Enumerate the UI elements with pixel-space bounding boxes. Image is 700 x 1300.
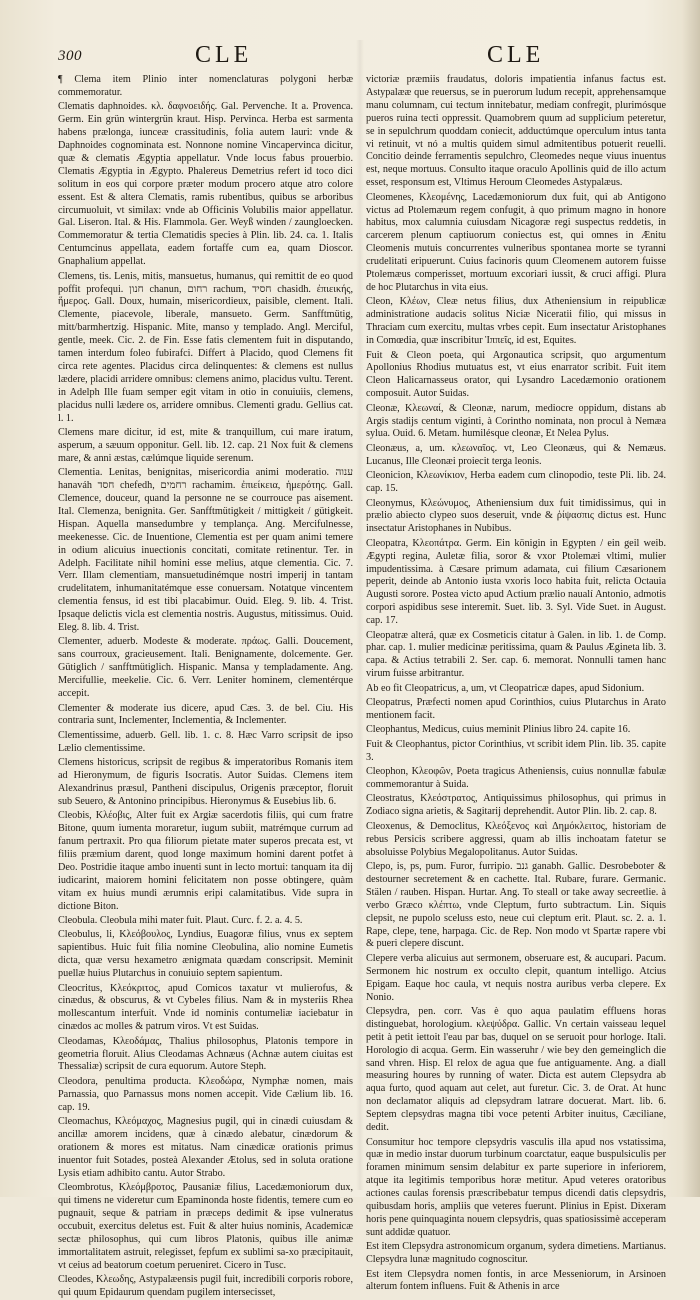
dictionary-entry: Cleodora, penultima producta. Κλεοδώρα, Nymphæ nomen, mais Parnassia, quo Parnassus mons nomen accepit. Vide Cælium lib. 16. cap. 19.: [58, 1075, 353, 1113]
page-header: [0, 42, 700, 74]
dictionary-entry: Clemens historicus, scripsit de regibus & imperatoribus Romanis item ad Hieronymum, de figuris Isocratis. Autor Suidas. Clemens item Alexandrinus præsul, Pantheni discipulus, Origenis præceptor, floruit sub Seuero, & Antonino principibus. Hieronymus & Eusebius lib. 6.: [58, 757, 353, 807]
dictionary-entry: Cleostratus, Κλεόστρατος, Antiquissimus philosophus, qui primus in Zodiaco signa arietis, & Sagitarij deprehendit. Autor Plin. lib. 2. cap. 8.: [366, 793, 666, 818]
dictionary-entry: Cleodes, Κλεωδης, Astypalæensis pugil fuit, incredibili corporis robore, qui quum Epidaurum quendam pugilem intersecisset,: [58, 1273, 353, 1298]
left-column: [58, 74, 353, 1298]
dictionary-entry: Clepere verba alicuius aut sermonem, obseruare est, & aucupari. Pacum. Sermonem hic nostrum ex occulto clepit, quantum intelligo. Atcius Epigam. Eaque hoc caula, vt nequis nostra auribus verba clepere. Ex Nonio.: [366, 952, 666, 1003]
dictionary-entry: Cleobulus, li, Κλεόβουλος, Lyndius, Euagoræ filius, vnus ex septem sapientibus. Huic fuit filia nomine Cleobulina, alio nomine Eumetis dicta, quæ versu hexametro ænigmata quædam conscripsit. Meminit puellæ huius Plutarchus in conuiuio septem sapientum.: [58, 929, 353, 980]
dictionary-entry: Clemens mare dicitur, id est, mite & tranquillum, cui mare iratum, asperum, a sæuum opponitur. Gell. lib. 12. cap. 21 Nox fuit & clemens mare, & anni æstas, cælúmque liquide serenum.: [58, 426, 353, 464]
dictionary-entry: Cleoxenus, & Democlitus, Κλεόξενος καὶ Δημόκλειτος, historiam de rebus Persicis scribere aggressi, quam ab illis inchoatam fatetur se absoluisse Polybius Megalopolitanus. Autor Suidas.: [366, 820, 666, 858]
dictionary-entry: Est item Clepsydra astronomicum organum, sydera dimetiens. Martianus. Clepsydra lunæ magnitudo cognoscitur.: [366, 1241, 666, 1266]
dictionary-entry: Fuit & Cleophantus, pictor Corinthius, vt scribit idem Plin. lib. 35. capite 3.: [366, 738, 666, 763]
dictionary-entry: Est item Clepsydra nomen fontis, in arce Messeniorum, in Arsinoen alterum fontem influens. Fuit & Athenis in arce: [366, 1268, 666, 1293]
dictionary-entry: Clematis daphnoides. κλ. δαφνοειδής. Gal. Pervenche. It a. Provenca. Germ. Ein grün wintergrün kraut. Hisp. Pervinca. Herba est sarmenta habens prælonga, iunceæ crassitudinis, folia autem lauri: vnde & Daphnoides cognominata est. Nonnone nomine Vincapervinca dicitur, quæ & clematis Ægyptia appellatur. Vnde locus fabus prouerbio. Clematis Ægyptia in Ægypto. Phalereus Demetrius refert id toco dici solitum in eos qui corpore præter modum procero atque atro colore essent. Est & altera Clematis, ramis rubentibus, quibus se arboribus circumuoluit, vt similax: vnde ab Officinis Volubilis maior appellatur. Gal. Liseron. Ital. & His. Flammola. Ger. Weyß winden / zaungloecken. Commemoratur & tertia Clematidis species à Plin. lib. 24. ca. 1. Italis Centumcinus appellata, eadem fortaffe cum ea, quam Dioscor. Gnaphalium appellat.: [58, 101, 353, 268]
dictionary-entry: ¶ Clema item Plinio inter nomenclaturas polygoni herbæ commemoratur.: [58, 74, 353, 98]
dictionary-entry: Cleopatræ alterá, quæ ex Cosmeticis citatur à Galen. in lib. 1. de Comp. phar. cap. 1. mulier medicinæ peritissima, quam & Paulus Ægineta lib. 3. capa. & Actius tetrabili 2. Ser. cap. 6. memorat. Nonnulli tamen hanc virum fuisse arbitrantur.: [366, 629, 666, 680]
page-edge-shadow: [682, 0, 700, 1197]
dictionary-entry: Cleopatra, Κλεοπάτρα. Germ. Ein königin in Egypten / ein geil weib. Ægypti regina, Auletæ filia, soror & vxor Ptolemæi vltimi, mulier impudentissima. à Cæsare primum adamata, cui filium Cæsarionem peperit, deinde ab Antonio iusta vxoris loco habita fuit, relicta Octauia Augusti sorore. Postea victo apud Actium prælio naualí Antonio, admotis corpori aspidibus sese interemit. Suet. lib. 3. Syl. Vide Suet. in August. cap. 17.: [366, 537, 666, 627]
dictionary-entry: Cleobis, Κλέοβις, Alter fuit ex Argiæ sacerdotis filiis, qui cum fratre Bitone, quum iumenta moraretur, iugum subiit, matrémque currum ad fanum pertraxit. Pro qua filiorum pietate mater superos precata est, vt filiis præmium darent, quod longe maximum homini darent potfet à Deo. Postridie itaque ambo inuenti sunt in lecto mortui: tanquam ita dij iudicarint, maiorem homini felicitatem non posse obtingere, quàm vitam ex huius mundi ærumnis eripi calamitatibus. Vide supra in dictione Biton.: [58, 810, 353, 912]
dictionary-entry: Cleocritus, Κλεόκριτος, apud Comicos taxatur vt mulierofus, & cinædus, & obscurus, & vt Cybeles filius. Nam & in mysteriis Rhea mollescantum interfuit. Vnde id nominis contumeliæ iaciebatur in cinædos ac molles & patrum viros. Vt est Suidas.: [58, 982, 353, 1033]
dictionary-entry: Clepo, is, ps, pum. Furor, furripio. גנב ganabh. Gallic. Desrobeboter & destourner secretement & en cachette. Ital. Rubare, furare. Germanic. Stälen / rauben. Hispan. Hurtar. Ang. To steall or take away secreetlie. à verbo Græco κλέπτω, vnde Cleptum, furto subtractum. Lin. Siquis clepsit, ne pupolo sceluss esto, neue cui cleptum erit. Plaut. sc. 2. a. 1. Rape, clepe, tene, harpaga. Cic. de Rep. Non modo vt Spartæ rapere vbi & pueri clepere discunt.: [366, 860, 666, 950]
column-gutter: [356, 40, 364, 1190]
dictionary-entry: Consumitur hoc tempore clepsydris vasculis illa apud nos vstatissima, quæ in medio instar duorum turbinum coarctatur, eaque buspulsiculis per foramen minimum sensim delabitur ex parte superiore in inferiorem, atque ita legitimis temporibus horæ metitur. Apud veteres oratoribus actiones caulas forensis præscribebatur tempus dicendi datis clepsydris, quibusdam horis, ampliis que veteres fuerunt. Plinius in Epist. Dixeram horis pene quinquaginta nouem clepsydris, quas spatiosissimè acceperam sunt addidæ quatuor.: [366, 1136, 666, 1238]
dictionary-entry: Cleopatrus, Præfecti nomen apud Corinthios, cuius Plutarchus in Arato mentionem facit.: [366, 697, 666, 721]
dictionary-entry: Cleonæ, Κλεωναί, & Cleonæ, narum, mediocre oppidum, distans ab Argis stadijs centum viginti, à Corintho nominata, non procul à Nemæa sylua. Ouid. 6. Metam. humilésque cleonæ, Et Nelea Pylus.: [366, 402, 666, 440]
dictionary-entry: Clementer, aduerb. Modeste & moderate. πράως. Galli. Doucement, sans courroux, gracieusement. Itali. Benignamente, dolcemente. Ger. Gütiglich / sanfftmütiglich. Hispanic. Mansa y templadamente. Ang. Mercifullie, meekelie. Cic. 6. Verr. Leniter hominem, clementérque accepit.: [58, 636, 353, 700]
dictionary-entry: Cleophon, Κλεοφῶν, Poeta tragicus Atheniensis, cuius nonnullæ fabulæ commemorantur à Suida.: [366, 766, 666, 791]
page-number: 300: [58, 48, 82, 64]
running-head-left: CLE: [195, 42, 253, 68]
dictionary-entry: Cleonymus, Κλεώνυμος, Atheniensium dux fuit timidissimus, qui in prælio abiecto clypeo suos deseruit, vnde & ῥίψασπις dictus est. Hunc insectatur Aristophanes in Nubibus.: [366, 497, 666, 535]
dictionary-entry: Clementissime, aduerb. Gell. lib. 1. c. 8. Hæc Varro scripsit de ipso Lælio clementissime.: [58, 729, 353, 754]
running-head-right: CLE: [487, 42, 545, 68]
dictionary-entry: Cleonæus, a, um. κλεωναῖος. vt, Leo Cleonæus, qui & Nemæus. Lucanus, Ille Cleonæi proiecit terga leonis.: [366, 442, 666, 467]
dictionary-entry: Fuit & Cleon poeta, qui Argonautica scripsit, quo argumentum Apollonius Rhodius mutuatus est, vt eius enarrator scribit. Fuit item Cleon Halicarnasseus orator, qui Lysandro Lacedæmonio orationem composuit. Autor Suidas.: [366, 349, 666, 400]
dictionary-entry: Cleomachus, Κλεόμαχος, Magnesius pugil, qui in cinædi cuiusdam & ancillæ amorem incidens, quæ à cinædo alebatur, cinædorum & orationem & mores est mitatus. Nam cinædicæ orationis primus inuentor fuit Sotades, posteà Alexander Ætolus, sed in soluta oratione Lysis etiam adhibito cantu. Autor Strabo.: [58, 1116, 353, 1179]
dictionary-entry: Cleobula. Cleobula mihi mater fuit. Plaut. Curc. f. 2. a. 4. 5.: [58, 915, 303, 926]
dictionary-entry: Clemens, tis. Lenis, mitis, mansuetus, humanus, qui remittit de eo quod poffit profequi. חנון chanun, רחום rachum, חסיד chasidh. ἐπιεικής, ἥμερος. Gall. Doux, humain, misericordieux, paisible, clement. Itali. Clemente, piacevole, liberale, mansueto. Germ. Sanfftmütig, mitt/barmhertzig. Hispanic. Mite, manso y templado. Angl. Merciful, gentle, meek. Cic. 2. de Fin. Esse fatis clementem fuit in disputando, tamen interdum foleo fubirafci. Differt à Placido, quod Clemens fit circa rete agentes. Placidus circa delinquentes: & clemens est nullus lædere, placidi arridere omnibus: clemens animo, placidus vultu. Terent. in Adelph Ille fuam semper egit vitam in otio in conuiuiis, clemens, placidus nulli lædere os, arridere omnibus. Clementi gradu. Gellius cat. l. 1.: [58, 270, 353, 424]
dictionary-entry: Clementer & moderate ius dicere, apud Cæs. 3. de bel. Ciu. His contraria sunt, Inclementer, Inclementia, & Inclementer.: [58, 702, 353, 727]
dictionary-entry: Clepsydra, pen. corr. Vas è quo aqua paulatim effluens horas distinguebat, horologium. κλεψύδρα. Gallic. Vn certain vaisseau lequel petit à petit iettoit l'eau par bas, duquel on se seruoit pour horloge. Itali. Horologio di acqua. Germ. Ein wasseruhr / wie bey den gemeinglich die sand vhren. Hisp. El relox de agua que fue antiguamente. Ang. a diall measuring houres by running of water. Dicta est autem Clepsydra ab aqua furto, quod aquam aut celet, aut furetur. Cic. 3. de Orat. At hunc non declamator aliquis ad clepsydram latrare docuerat. Mart. lib. 6. Septem clepsydras magna tibi voce petenti Arbiter inuitus, Cæciliane, dedit.: [366, 1005, 666, 1134]
right-column: [366, 74, 666, 1293]
dictionary-entry: Cleomenes, Κλεομένης, Lacedæmoniorum dux fuit, qui ab Antigono victus ad Ptolemæum regem confugit, à quo primum magno in honore habitus, mox calumnia cuiusdam Nicagoræ regi suspectus reddetis, in carcerem plenum captiuorum coniectus est, qui omnes in Ænitu Cleomenis mutuis concurrentes vulneribus spontanea morte se tyranni crudelitati eripuerunt. Cuius facinoris quum Cleomenem autorem fuisse Ptolemæus comperisset, mortuum excoriari iussit, & cruci affigi. Plura de hoc Plutarchus in vita eius.: [366, 191, 666, 293]
dictionary-entry: victoriæ præmiis fraudatus, doloris impatientia infanus factus est. Astypalææ que reuersus, se in puerorum ludum recepit, apprehensamque manu columnam, cui tectum innitebatur, mediam confregit, plurimósque pueros ruina tecti oppressit. Quamobrem quum ad supplicium peteretur, se in sepulchrum quoddam coniecit, adductúmque operculum intus tanta vi retinuit, vt nó a multis quidem simul admitentibus potuerit reuelli. Concitio deinde ferramentis sepulchro, Cleomedes neque viuus inuentus est, neque mortuus. Consulto itaque oraculo Apollinis quid de illo actum esset, responsum est, Vltimus Heroum Cleomedes Astypalæus.: [366, 74, 666, 189]
dictionary-entry: Ab eo fit Cleopatricus, a, um, vt Cleopatricæ dapes, apud Sidonium.: [366, 682, 645, 694]
dictionary-entry: Cleodamas, Κλεοδάμας, Thalius philosophus, Platonis tempore in geometria floruit. Alius Cleodamas Achnæus (Achnæ autem ciuitas est Thessaliæ) scripsit de cura equorum. Autore Steph.: [58, 1035, 353, 1073]
dictionary-entry: Cleon, Κλέων, Cleæ netus filius, dux Atheniensium in reipublicæ administratione audacis solitus Niciæ Niceratii filio, qui missus in Thraciam cum exercitu, multas vrbes cepit. Eum insectatur Aristophanes in Comœdia, quæ inscribitur Ἱππεῖς, id est, Equites.: [366, 296, 666, 347]
dictionary-entry: Cleombrotus, Κλεόμβροτος, Pausaniæ filius, Lacedæmoniorum dux, qui timens ne videretur cum Epaminonda hoste fidentis, temere cum eo pugnauit, seque & patriam in præceps dedimit & ipse vulneratus occubuit, exercitus deletus est. Fuit & alter huius nominis, Academicæ sectæ philosophus, qui cum libros Platonis, quibus ille animæ immortalitatem astruit, relegisset, fepfum ex sublimi sa-xo præcipitauit, vt ceius ad beatorum coetum perueniret. Cicero in Tusc.: [58, 1182, 353, 1271]
dictionary-entry: Cleonicion, Κλεωνίκιον, Herba eadem cum clinopodio, teste Pli. lib. 24. cap. 15.: [366, 470, 666, 495]
dictionary-entry: Cleophantus, Medicus, cuius meminit Plinius libro 24. capite 16.: [366, 724, 631, 736]
dictionary-entry: Clementia. Lenitas, benignitas, misericordia animi moderatio. ענוה hanaváh חסד chefedh, רחמים rachamim. ἐπιείκεια, ἡμερότης. Gall. Clemence, douceur, quand la personne ne se courrouce pas aisement. Ital. Clemenza, benignita. Ger. Sanfftmütigkeit / mittigkeit / gütigkeit. Hispan. Aquella mansedumbre y templança. Ang. Mercifulnesse, meekenesse. Cic. de Inuentione, Clementia est per quam animi temere in odium alicuius inuectionis concitati, comitate retinentur. Ter. in Adelph. Facilitate nihil homini esse melius, atque clementia. Cic. 7. Verr. Illam clementiam, mansuetudinémque nostri imperij in tantam crudelitatem, inhumanitatémque esse conuersam. Notatque vincentem clementia fensus, id est tibi placabimur. Ouid. Eleg. 9. lib. 4. Trist. Ipsaque delictis vicla est clementia nostris. Augustus, mitissimus. Ouid. Eleg. 8. lib. 4. Trist.: [58, 467, 353, 634]
